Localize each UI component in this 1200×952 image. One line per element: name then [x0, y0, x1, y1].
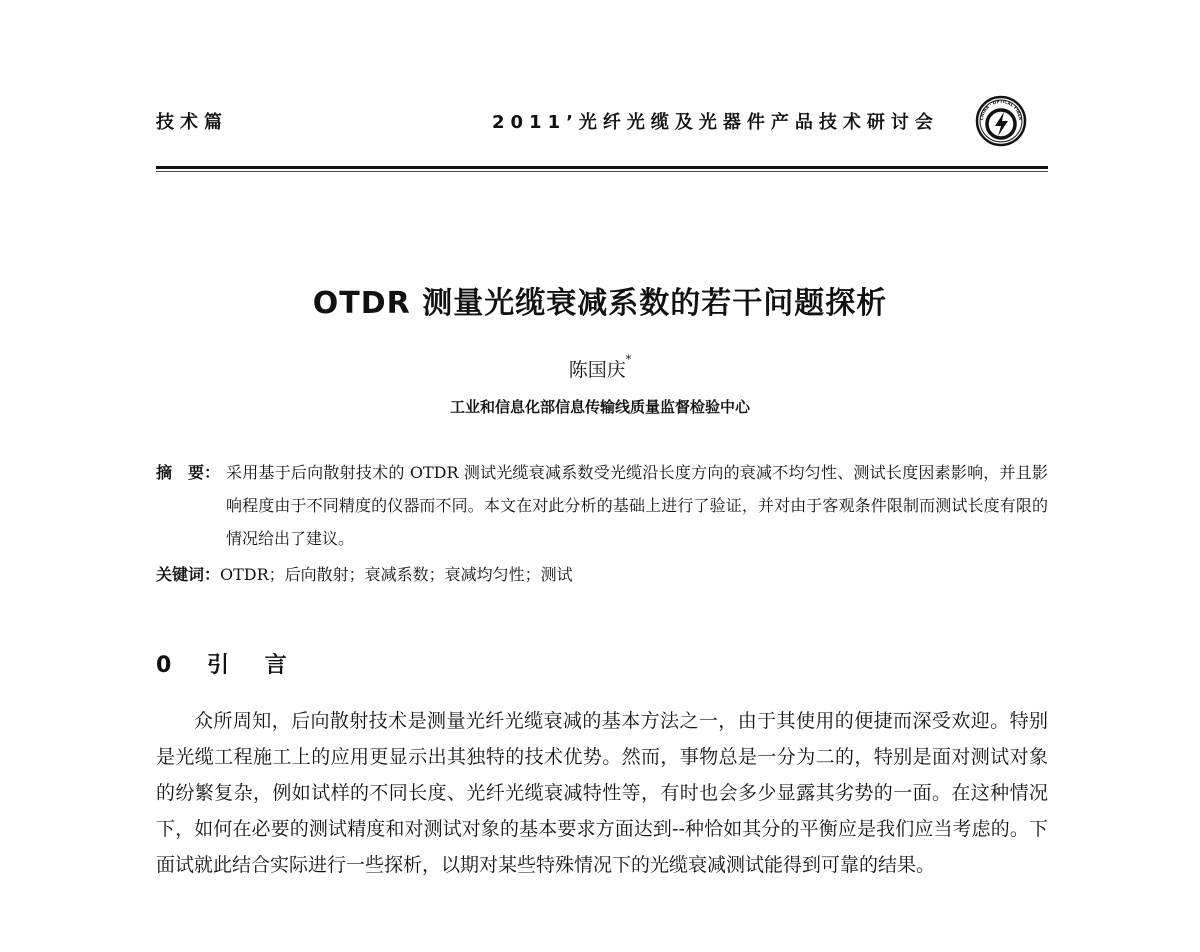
- header-conference-title: 2011’光纤光缆及光器件产品技术研讨会: [492, 112, 939, 133]
- section-body-paragraph: 众所周知，后向散射技术是测量光纤光缆衰减的基本方法之一，由于其使用的便捷而深受欢迎。特别是光缆工程施工上的应用更显示出其独特的技术优势。然而，事物总是一分为二的，特别是面对测试对象的纷繁复杂，例如试样的不同长度、光纤光缆衰减特性等，有时也会多少显露其劣势的一面。在这种情况下，如何在必要的测试精度和对测试对象的基本要求方面达到--种恰如其分的平衡应是我们应当考虑的。下面试就此结合实际进行一些探析，以期对某些特殊情况下的光缆衰减测试能得到可靠的结果。: [156, 710, 1048, 876]
- paper-title: OTDR 测量光缆衰减系数的若干问题探析: [312, 286, 888, 321]
- paper-affiliation: 工业和信息化部信息传输线质量监督检验中心: [449, 398, 750, 416]
- abstract-block: [156, 456, 1048, 555]
- author-footnote-mark: *: [625, 353, 632, 366]
- header-rule-thin: [156, 171, 1048, 172]
- header-section-label: 技术篇: [156, 112, 228, 133]
- keywords-line: [156, 562, 573, 585]
- keywords-text: OTDR；后向散射；衰减系数；衰减均匀性；测试: [220, 565, 573, 584]
- seal-text: CHINA · OPTICAL FIBER: [978, 98, 1024, 121]
- header-rule: [156, 166, 1048, 169]
- abstract-label: 摘 要：: [156, 463, 221, 482]
- keywords-label: 关键词：: [156, 565, 221, 584]
- paper-author: [0, 355, 1200, 382]
- section-heading: 0 引 言: [156, 653, 301, 678]
- conference-seal-icon: [975, 95, 1027, 147]
- abstract-text: 采用基于后向散射技术的 OTDR 测试光缆衰减系数受光缆沿长度方向的衰减不均匀性、测试长度因素影响，并且影响程度由于不同精度的仪器而不同。本文在对此分析的基础上进行了验证，并对由于客观条件限制而测试长度有限的情况给出了建议。: [226, 463, 1048, 548]
- author-name: 陈国庆: [568, 359, 626, 381]
